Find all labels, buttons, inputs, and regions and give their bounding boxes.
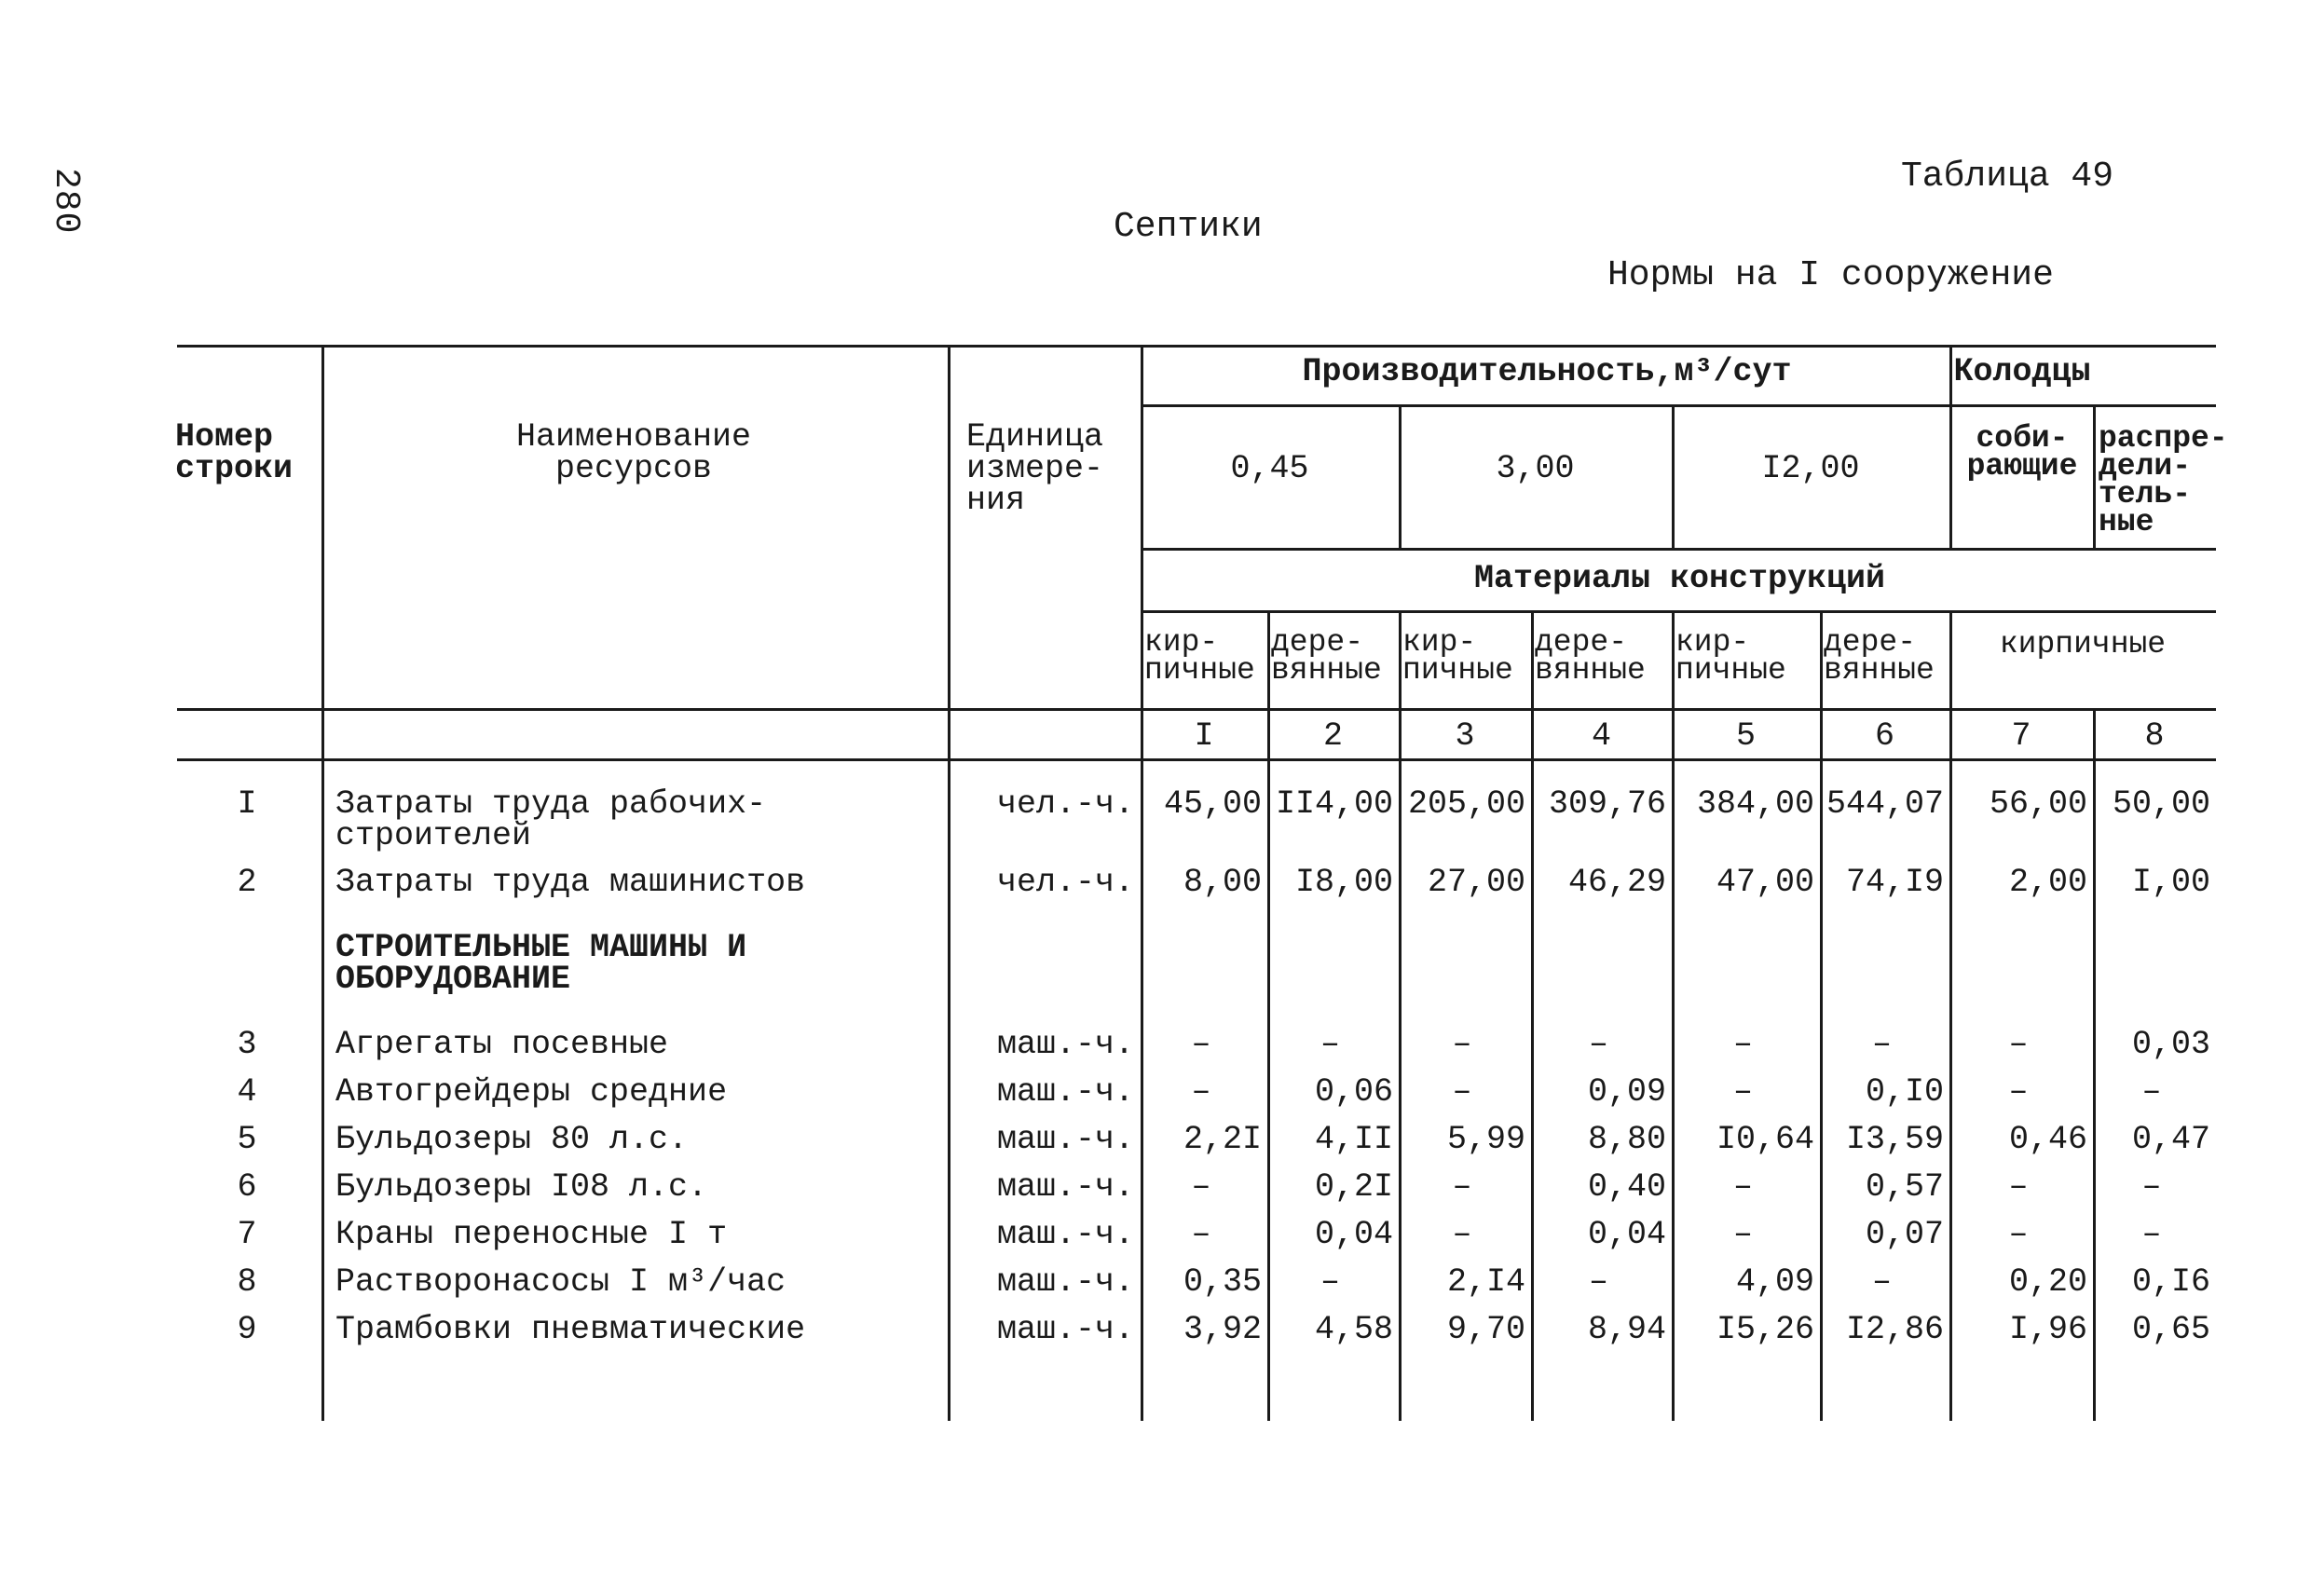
value-cell: – bbox=[1588, 1263, 1608, 1301]
row-number: 4 bbox=[237, 1073, 257, 1111]
value-cell: – bbox=[1191, 1216, 1211, 1253]
value-cell: – bbox=[2141, 1073, 2162, 1111]
header-unit: Единица измере- ния bbox=[966, 418, 1104, 519]
header-capacity-300: 3,00 bbox=[1496, 450, 1575, 487]
value-cell: 50,00 bbox=[2112, 785, 2210, 823]
value-cell: – bbox=[1452, 1216, 1472, 1253]
column-number-3: 3 bbox=[1455, 717, 1475, 755]
vrule-num bbox=[321, 345, 324, 1421]
value-cell: – bbox=[2008, 1073, 2029, 1111]
value-cell: 0,47 bbox=[2131, 1121, 2210, 1158]
value-cell: 2,I4 bbox=[1446, 1263, 1525, 1301]
value-cell: 0,06 bbox=[1314, 1073, 1393, 1111]
value-cell: – bbox=[1452, 1168, 1472, 1206]
value-cell: 74,I9 bbox=[1845, 864, 1944, 901]
column-number-5: 5 bbox=[1735, 717, 1756, 755]
value-cell: 56,00 bbox=[1989, 785, 2087, 823]
value-cell: 0,20 bbox=[2008, 1263, 2087, 1301]
header-material-5: кир- пичные bbox=[1675, 625, 1786, 688]
table-label: Таблица 49 bbox=[1901, 157, 2114, 197]
header-capacity-045: 0,45 bbox=[1230, 450, 1309, 487]
header-materials: Материалы конструкций bbox=[1473, 560, 1886, 597]
value-cell: 0,03 bbox=[2131, 1026, 2210, 1063]
header-rule-capacity bbox=[1141, 548, 2216, 551]
value-cell: I8,00 bbox=[1294, 864, 1393, 901]
header-resource-name: Наименование ресурсов bbox=[515, 418, 752, 487]
value-cell: I0,64 bbox=[1716, 1121, 1814, 1158]
value-cell: – bbox=[1732, 1026, 1753, 1063]
unit-cell: маш.-ч. bbox=[996, 1026, 1134, 1063]
vrule-wells-split bbox=[2093, 404, 2096, 548]
row-number: 5 bbox=[237, 1121, 257, 1158]
value-cell: I5,26 bbox=[1716, 1311, 1814, 1348]
value-cell: – bbox=[2008, 1026, 2029, 1063]
resource-name: Затраты труда рабочих- строителей bbox=[335, 785, 767, 854]
row-number: 2 bbox=[237, 864, 257, 901]
unit-cell: маш.-ч. bbox=[996, 1073, 1134, 1111]
value-cell: 0,40 bbox=[1587, 1168, 1666, 1206]
value-cell: 4,58 bbox=[1314, 1311, 1393, 1348]
header-rule-colnums bbox=[177, 758, 2216, 761]
resource-name: Затраты труда машинистов bbox=[335, 864, 806, 901]
column-number-1: I bbox=[1194, 717, 1214, 755]
section-heading: СТРОИТЕЛЬНЫЕ МАШИНЫ И ОБОРУДОВАНИЕ bbox=[335, 929, 747, 998]
page-number: 280 bbox=[46, 168, 86, 235]
header-rule-materials bbox=[1141, 610, 2216, 613]
value-cell: 2,2I bbox=[1183, 1121, 1262, 1158]
value-cell: 0,I6 bbox=[2131, 1263, 2210, 1301]
value-cell: 47,00 bbox=[1716, 864, 1814, 901]
value-cell: I,00 bbox=[2131, 864, 2210, 901]
value-cell: 4,II bbox=[1314, 1121, 1393, 1158]
unit-cell: чел.-ч. bbox=[996, 864, 1134, 901]
header-row-number: Номер строки bbox=[175, 418, 294, 487]
unit-cell: маш.-ч. bbox=[996, 1216, 1134, 1253]
value-cell: 0,65 bbox=[2131, 1311, 2210, 1348]
resource-name: Бульдозеры 80 л.с. bbox=[335, 1121, 689, 1158]
vrule-name bbox=[948, 345, 950, 1421]
value-cell: – bbox=[2008, 1216, 2029, 1253]
value-cell: – bbox=[1191, 1026, 1211, 1063]
resource-name: Агрегаты посевные bbox=[335, 1026, 669, 1063]
row-number: I bbox=[237, 785, 257, 823]
value-cell: 0,57 bbox=[1865, 1168, 1944, 1206]
header-material-6: дере- вянные bbox=[1824, 625, 1935, 688]
value-cell: – bbox=[1452, 1026, 1472, 1063]
value-cell: 0,46 bbox=[2008, 1121, 2087, 1158]
value-cell: – bbox=[1588, 1026, 1608, 1063]
row-number: 8 bbox=[237, 1263, 257, 1301]
value-cell: 309,76 bbox=[1548, 785, 1666, 823]
resource-name: Автогрейдеры средние bbox=[335, 1073, 728, 1111]
value-cell: – bbox=[2141, 1168, 2162, 1206]
value-cell: 46,29 bbox=[1567, 864, 1666, 901]
row-number: 9 bbox=[237, 1311, 257, 1348]
value-cell: 205,00 bbox=[1407, 785, 1525, 823]
unit-cell: маш.-ч. bbox=[996, 1263, 1134, 1301]
value-cell: 27,00 bbox=[1427, 864, 1525, 901]
unit-cell: маш.-ч. bbox=[996, 1121, 1134, 1158]
unit-cell: маш.-ч. bbox=[996, 1168, 1134, 1206]
value-cell: 3,92 bbox=[1183, 1311, 1262, 1348]
row-number: 7 bbox=[237, 1216, 257, 1253]
value-cell: 0,09 bbox=[1587, 1073, 1666, 1111]
value-cell: – bbox=[1732, 1216, 1753, 1253]
column-number-8: 8 bbox=[2144, 717, 2165, 755]
header-material-2: дере- вянные bbox=[1271, 625, 1382, 688]
unit-cell: чел.-ч. bbox=[996, 785, 1134, 823]
value-cell: – bbox=[1320, 1026, 1340, 1063]
value-cell: 544,07 bbox=[1826, 785, 1944, 823]
value-cell: 9,70 bbox=[1446, 1311, 1525, 1348]
value-cell: – bbox=[1191, 1073, 1211, 1111]
value-cell: 0,07 bbox=[1865, 1216, 1944, 1253]
column-number-4: 4 bbox=[1591, 717, 1611, 755]
header-wells: Колодцы bbox=[1953, 353, 2091, 390]
resource-name: Краны переносные I т bbox=[335, 1216, 728, 1253]
page-title: Септики bbox=[1114, 207, 1263, 247]
value-cell: I2,86 bbox=[1845, 1311, 1944, 1348]
value-cell: 5,99 bbox=[1446, 1121, 1525, 1158]
header-collecting: соби- рающие bbox=[1966, 421, 2078, 484]
value-cell: I,96 bbox=[2008, 1311, 2087, 1348]
resource-name: Растворонасосы I м³/час bbox=[335, 1263, 786, 1301]
row-number: 6 bbox=[237, 1168, 257, 1206]
header-material-4: дере- вянные bbox=[1535, 625, 1646, 688]
value-cell: 8,94 bbox=[1587, 1311, 1666, 1348]
value-cell: 8,80 bbox=[1587, 1121, 1666, 1158]
value-cell: – bbox=[2141, 1216, 2162, 1253]
value-cell: – bbox=[2008, 1168, 2029, 1206]
header-material-1: кир- пичные bbox=[1144, 625, 1255, 688]
value-cell: – bbox=[1320, 1263, 1340, 1301]
value-cell: 0,04 bbox=[1587, 1216, 1666, 1253]
header-rule-productivity bbox=[1141, 404, 2216, 407]
column-number-2: 2 bbox=[1322, 717, 1343, 755]
value-cell: II4,00 bbox=[1275, 785, 1393, 823]
value-cell: – bbox=[1732, 1168, 1753, 1206]
value-cell: 0,2I bbox=[1314, 1168, 1393, 1206]
value-cell: 2,00 bbox=[2008, 864, 2087, 901]
column-number-6: 6 bbox=[1874, 717, 1894, 755]
header-material-3: кир- пичные bbox=[1402, 625, 1513, 688]
header-productivity: Производительность,м³/сут bbox=[1302, 353, 1792, 390]
resource-name: Трамбовки пневматические bbox=[335, 1311, 806, 1348]
value-cell: 45,00 bbox=[1163, 785, 1262, 823]
header-rule-main bbox=[177, 708, 2216, 711]
value-cell: 4,09 bbox=[1735, 1263, 1814, 1301]
value-cell: – bbox=[1452, 1073, 1472, 1111]
column-number-7: 7 bbox=[2011, 717, 2031, 755]
value-cell: I3,59 bbox=[1845, 1121, 1944, 1158]
header-distributing: распре- дели- тель- ные bbox=[2099, 421, 2228, 539]
value-cell: 0,35 bbox=[1183, 1263, 1262, 1301]
value-cell: – bbox=[1732, 1073, 1753, 1111]
value-cell: 0,I0 bbox=[1865, 1073, 1944, 1111]
value-cell: – bbox=[1871, 1263, 1892, 1301]
value-cell: 8,00 bbox=[1183, 864, 1262, 901]
header-material-wells: кирпичные bbox=[1999, 627, 2167, 662]
table-top-rule bbox=[177, 345, 2216, 348]
row-number: 3 bbox=[237, 1026, 257, 1063]
value-cell: – bbox=[1871, 1026, 1892, 1063]
resource-name: Бульдозеры I08 л.с. bbox=[335, 1168, 708, 1206]
value-cell: 0,04 bbox=[1314, 1216, 1393, 1253]
header-capacity-1200: I2,00 bbox=[1761, 450, 1860, 487]
norms-subtitle: Нормы на I сооружение bbox=[1607, 255, 2054, 295]
unit-cell: маш.-ч. bbox=[996, 1311, 1134, 1348]
value-cell: – bbox=[1191, 1168, 1211, 1206]
value-cell: 384,00 bbox=[1696, 785, 1814, 823]
